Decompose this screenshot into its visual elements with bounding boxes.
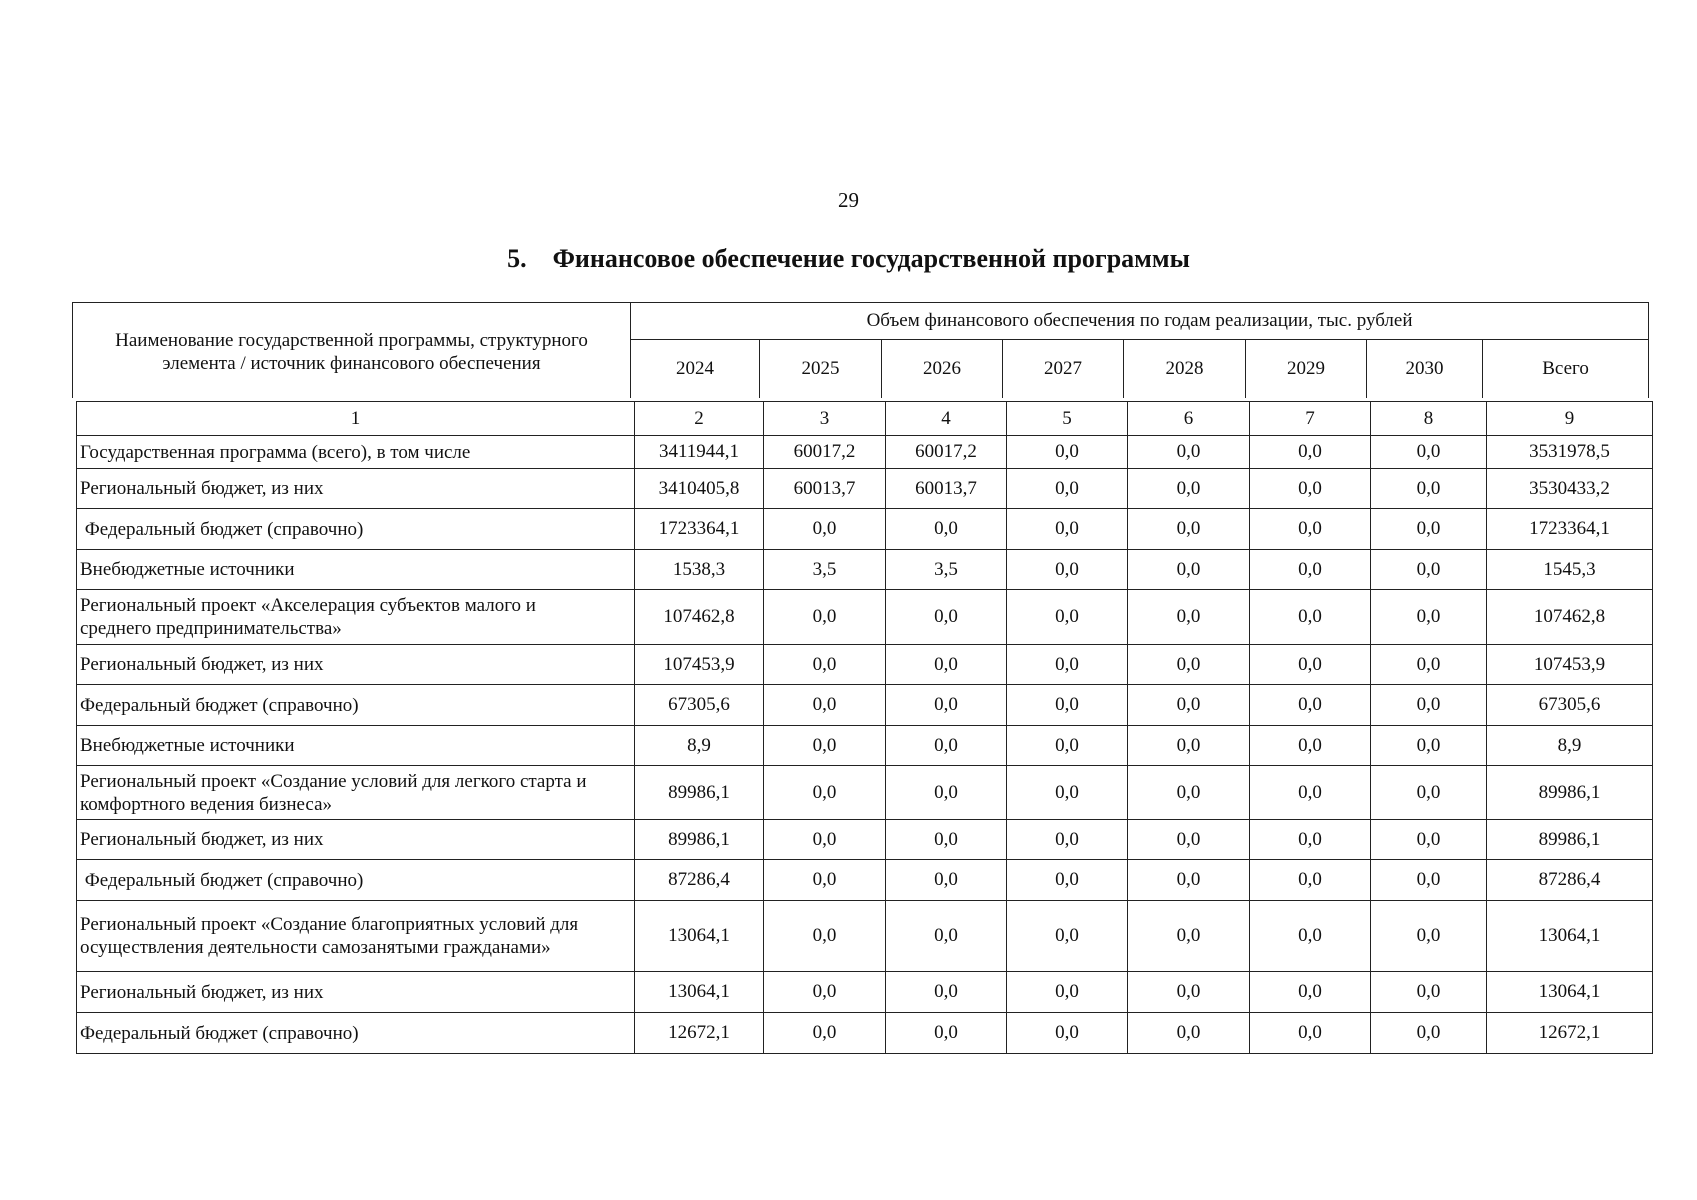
value-cell: 0,0 (1007, 901, 1128, 972)
year-header: 2027 (1003, 340, 1124, 399)
value-cell: 0,0 (1128, 645, 1250, 685)
value-cell: 13064,1 (635, 972, 764, 1013)
value-cell: 107462,8 (1487, 590, 1653, 645)
value-cell: 0,0 (1371, 550, 1487, 590)
value-cell: 0,0 (886, 860, 1007, 901)
table-row (77, 550, 1653, 590)
value-cell: 0,0 (1128, 726, 1250, 766)
value-cell: 0,0 (1250, 685, 1371, 726)
column-number: 5 (1007, 402, 1128, 436)
value-cell: 0,0 (1371, 685, 1487, 726)
year-header: 2030 (1367, 340, 1483, 399)
value-cell: 0,0 (1007, 766, 1128, 820)
value-cell: 3531978,5 (1487, 436, 1653, 469)
value-cell: 0,0 (764, 860, 886, 901)
table-row (77, 972, 1653, 1013)
row-label (77, 972, 635, 1013)
value-cell: 3530433,2 (1487, 469, 1653, 509)
value-cell: 87286,4 (635, 860, 764, 901)
value-cell: 0,0 (764, 590, 886, 645)
table-row (77, 1013, 1653, 1054)
value-cell: 107453,9 (635, 645, 764, 685)
value-cell: 0,0 (1371, 1013, 1487, 1054)
row-label (77, 550, 635, 590)
value-cell: 0,0 (886, 766, 1007, 820)
value-cell: 0,0 (1128, 820, 1250, 860)
value-cell: 0,0 (1371, 726, 1487, 766)
row-label (77, 726, 635, 766)
section-title (0, 244, 1697, 274)
value-cell: 0,0 (1250, 901, 1371, 972)
value-cell: 0,0 (1007, 860, 1128, 901)
section-title-text: Финансовое обеспечение государственной программы (552, 244, 1190, 273)
value-cell: 0,0 (764, 645, 886, 685)
value-cell: 0,0 (1371, 860, 1487, 901)
value-cell: 0,0 (1250, 509, 1371, 550)
value-cell: 0,0 (1007, 1013, 1128, 1054)
value-cell: 0,0 (1128, 860, 1250, 901)
value-cell: 0,0 (1250, 550, 1371, 590)
value-cell: 0,0 (1371, 509, 1487, 550)
value-cell: 107462,8 (635, 590, 764, 645)
value-cell: 107453,9 (1487, 645, 1653, 685)
year-header: 2029 (1246, 340, 1367, 399)
funding-group-header: Объем финансового обеспечения по годам реализации, тыс. рублей (631, 303, 1649, 340)
table-row (77, 590, 1653, 645)
value-cell: 89986,1 (635, 820, 764, 860)
value-cell: 0,0 (1007, 645, 1128, 685)
column-number: 2 (635, 402, 764, 436)
table-row (77, 469, 1653, 509)
finance-table (76, 401, 1653, 1054)
table-row (77, 685, 1653, 726)
value-cell: 0,0 (886, 590, 1007, 645)
value-cell: 0,0 (1128, 766, 1250, 820)
value-cell: 3411944,1 (635, 436, 764, 469)
value-cell: 0,0 (1128, 590, 1250, 645)
value-cell: 0,0 (1250, 590, 1371, 645)
value-cell: 0,0 (1371, 590, 1487, 645)
row-label-line: Федеральный бюджет (справочно) (80, 1022, 359, 1044)
table-row (77, 726, 1653, 766)
value-cell: 0,0 (1128, 550, 1250, 590)
row-label-line: Региональный проект «Создание условий для легкого старта и (80, 770, 587, 792)
value-cell: 0,0 (886, 645, 1007, 685)
value-cell: 89986,1 (1487, 766, 1653, 820)
value-cell: 0,0 (1128, 972, 1250, 1013)
value-cell: 0,0 (1250, 972, 1371, 1013)
name-column-header (73, 303, 631, 399)
row-label (77, 436, 635, 469)
row-label-line: Региональный бюджет, из них (80, 981, 324, 1003)
row-label-line: среднего предпринимательства» (80, 618, 342, 639)
year-header: 2024 (631, 340, 760, 399)
table-row (77, 509, 1653, 550)
value-cell: 0,0 (1007, 972, 1128, 1013)
value-cell: 0,0 (764, 972, 886, 1013)
table-row (77, 820, 1653, 860)
value-cell: 0,0 (1007, 469, 1128, 509)
table-row (77, 901, 1653, 972)
value-cell: 67305,6 (635, 685, 764, 726)
row-label-line: Федеральный бюджет (справочно) (80, 694, 359, 716)
value-cell: 0,0 (1371, 645, 1487, 685)
value-cell: 1545,3 (1487, 550, 1653, 590)
value-cell: 0,0 (1371, 766, 1487, 820)
value-cell: 0,0 (1128, 509, 1250, 550)
value-cell: 3410405,8 (635, 469, 764, 509)
value-cell: 8,9 (635, 726, 764, 766)
value-cell: 0,0 (1250, 436, 1371, 469)
value-cell: 0,0 (764, 509, 886, 550)
value-cell: 0,0 (1371, 820, 1487, 860)
row-label-line: Внебюджетные источники (80, 559, 295, 580)
row-label (77, 820, 635, 860)
value-cell: 1538,3 (635, 550, 764, 590)
row-label-line: комфортного ведения бизнеса» (80, 793, 333, 815)
value-cell: 0,0 (886, 726, 1007, 766)
table-row (77, 645, 1653, 685)
value-cell: 60013,7 (886, 469, 1007, 509)
row-label-line: Региональный бюджет, из них (80, 478, 324, 499)
column-number: 8 (1371, 402, 1487, 436)
value-cell: 0,0 (1250, 860, 1371, 901)
value-cell: 0,0 (1250, 766, 1371, 820)
value-cell: 0,0 (1128, 685, 1250, 726)
value-cell: 0,0 (1007, 509, 1128, 550)
table-row (77, 860, 1653, 901)
column-number: 3 (764, 402, 886, 436)
value-cell: 60013,7 (764, 469, 886, 509)
finance-table-body (77, 402, 1653, 1054)
column-number: 1 (77, 402, 635, 436)
value-cell: 13064,1 (1487, 972, 1653, 1013)
row-label-line: Региональный бюджет, из них (80, 654, 324, 675)
value-cell: 0,0 (1007, 590, 1128, 645)
value-cell: 0,0 (764, 901, 886, 972)
year-header: 2026 (882, 340, 1003, 399)
row-label-line: Внебюджетные источники (80, 735, 295, 756)
column-number: 6 (1128, 402, 1250, 436)
year-header: Всего (1483, 340, 1649, 399)
row-label-line: Региональный проект «Создание благоприятных условий для (80, 914, 579, 935)
table-header (72, 302, 1649, 398)
table-row (77, 436, 1653, 469)
value-cell: 0,0 (1371, 469, 1487, 509)
value-cell: 12672,1 (635, 1013, 764, 1054)
value-cell: 0,0 (764, 820, 886, 860)
row-label-line: Федеральный бюджет (справочно) (80, 869, 364, 891)
value-cell: 0,0 (886, 509, 1007, 550)
value-cell: 0,0 (886, 685, 1007, 726)
value-cell: 89986,1 (635, 766, 764, 820)
value-cell: 0,0 (886, 972, 1007, 1013)
page-number: 29 (838, 188, 859, 212)
row-label-line: Государственная программа (всего), в том числе (80, 441, 471, 463)
value-cell: 0,0 (1250, 726, 1371, 766)
value-cell: 1723364,1 (1487, 509, 1653, 550)
value-cell: 3,5 (886, 550, 1007, 590)
value-cell: 60017,2 (764, 436, 886, 469)
year-header: 2025 (760, 340, 882, 399)
value-cell: 0,0 (1250, 1013, 1371, 1054)
value-cell: 0,0 (886, 901, 1007, 972)
row-label (77, 860, 635, 901)
value-cell: 13064,1 (635, 901, 764, 972)
value-cell: 12672,1 (1487, 1013, 1653, 1054)
value-cell: 0,0 (1128, 1013, 1250, 1054)
value-cell: 0,0 (1250, 469, 1371, 509)
row-label (77, 685, 635, 726)
value-cell: 0,0 (886, 1013, 1007, 1054)
row-label-line: Региональный бюджет, из них (80, 829, 324, 850)
row-label (77, 509, 635, 550)
row-label-line: Региональный проект «Акселерация субъектов малого и (80, 595, 536, 616)
table-row (77, 766, 1653, 820)
value-cell: 13064,1 (1487, 901, 1653, 972)
value-cell: 0,0 (1371, 972, 1487, 1013)
value-cell: 0,0 (764, 1013, 886, 1054)
row-label (77, 590, 635, 645)
value-cell: 89986,1 (1487, 820, 1653, 860)
value-cell: 0,0 (764, 685, 886, 726)
value-cell: 1723364,1 (635, 509, 764, 550)
value-cell: 0,0 (1007, 820, 1128, 860)
row-label (77, 901, 635, 972)
value-cell: 0,0 (1128, 469, 1250, 509)
value-cell: 67305,6 (1487, 685, 1653, 726)
value-cell: 0,0 (1128, 901, 1250, 972)
value-cell: 0,0 (764, 766, 886, 820)
value-cell: 0,0 (1371, 901, 1487, 972)
column-number: 4 (886, 402, 1007, 436)
name-header-line: элемента / источник финансового обеспечения (162, 353, 541, 374)
value-cell: 0,0 (1128, 436, 1250, 469)
value-cell: 8,9 (1487, 726, 1653, 766)
row-label (77, 766, 635, 820)
value-cell: 60017,2 (886, 436, 1007, 469)
value-cell: 0,0 (764, 726, 886, 766)
row-label (77, 1013, 635, 1054)
value-cell: 0,0 (1250, 645, 1371, 685)
column-number-row (77, 402, 1653, 436)
column-number: 7 (1250, 402, 1371, 436)
value-cell: 87286,4 (1487, 860, 1653, 901)
value-cell: 0,0 (1007, 436, 1128, 469)
value-cell: 0,0 (1007, 685, 1128, 726)
column-number: 9 (1487, 402, 1653, 436)
year-header: 2028 (1124, 340, 1246, 399)
value-cell: 3,5 (764, 550, 886, 590)
row-label (77, 645, 635, 685)
value-cell: 0,0 (886, 820, 1007, 860)
row-label-line: Федеральный бюджет (справочно) (80, 518, 364, 540)
row-label (77, 469, 635, 509)
value-cell: 0,0 (1007, 550, 1128, 590)
row-label-line: осуществления деятельности самозанятыми гражданами» (80, 937, 551, 958)
value-cell: 0,0 (1371, 436, 1487, 469)
value-cell: 0,0 (1250, 820, 1371, 860)
name-header-line: Наименование государственной программы, структурного (115, 330, 588, 351)
value-cell: 0,0 (1007, 726, 1128, 766)
section-number: 5. (507, 244, 527, 273)
